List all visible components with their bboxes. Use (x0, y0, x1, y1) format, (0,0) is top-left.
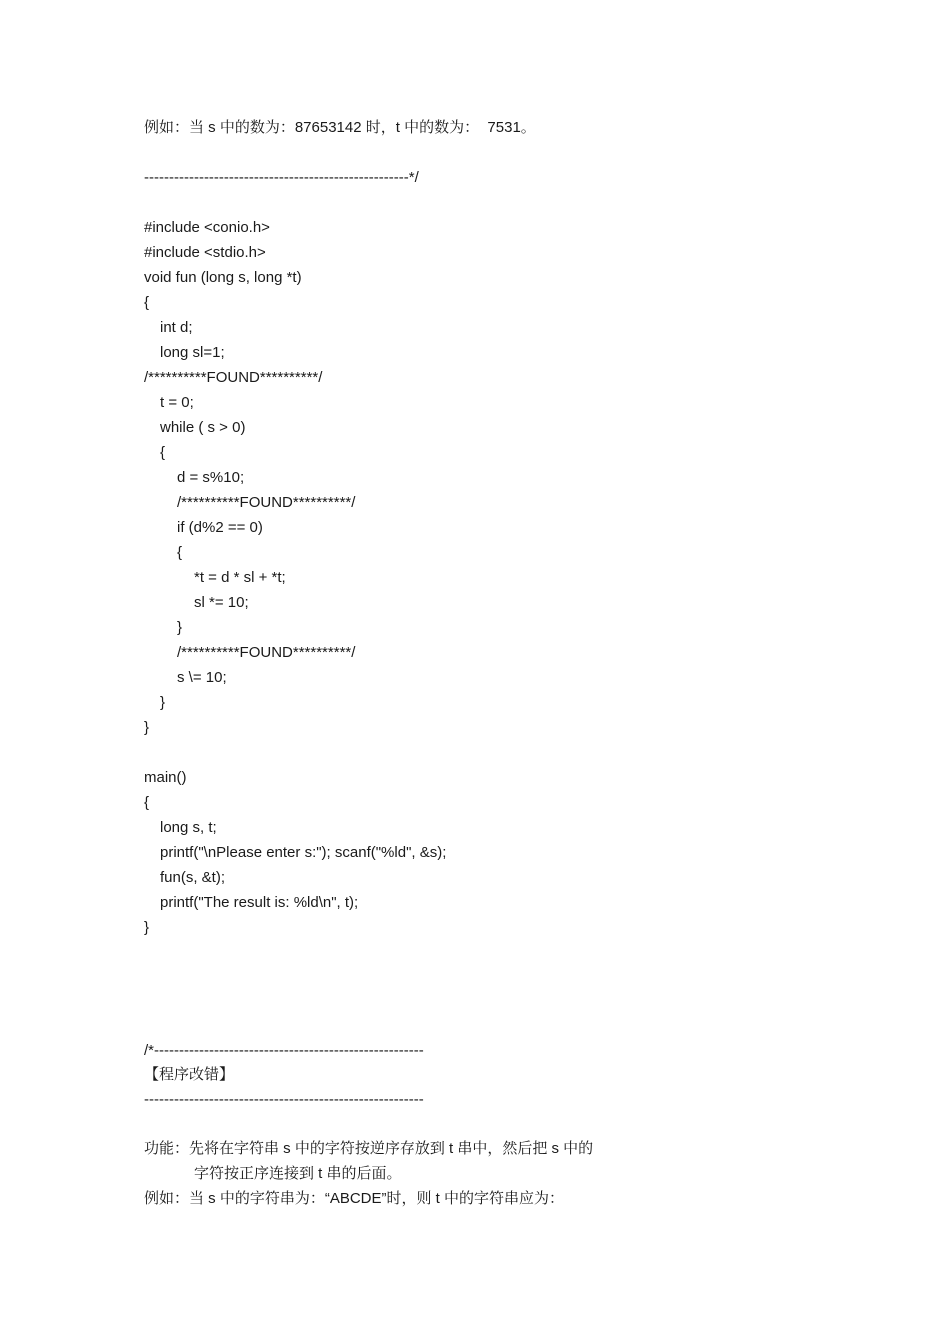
code-line-s-divide: s \= 10; (177, 669, 227, 686)
comment-separator-start: /*------------------------------------------------------ (144, 1042, 424, 1059)
found-marker-3: /**********FOUND**********/ (177, 644, 356, 661)
code-line-while: while ( s > 0) (160, 419, 246, 436)
code-line-t-update: *t = d * sl + *t; (194, 569, 286, 586)
code-line-int-d: int d; (160, 319, 193, 336)
code-line-d-assign: d = s%10; (177, 469, 245, 486)
example-line: 例如：当 s 中的数为：87653142 时，t 中的数为： 7531。 (144, 119, 536, 136)
code-line-if-open: { (177, 544, 183, 561)
code-line-main-close: } (144, 919, 150, 936)
function-description-line1: 功能：先将在字符串 s 中的字符按逆序存放到 t 串中，然后把 s 中的 (144, 1140, 594, 1157)
code-line-while-close: } (160, 694, 166, 711)
comment-separator-end: -----------------------------------------------------*/ (144, 169, 419, 186)
code-line-main: main() (144, 769, 187, 786)
found-marker-2: /**********FOUND**********/ (177, 494, 356, 511)
comment-separator-mid: -------------------------------------------------------- (144, 1091, 424, 1108)
code-line-fun-close: } (144, 719, 150, 736)
code-line-fun-call: fun(s, &t); (160, 869, 226, 886)
code-line-t-init: t = 0; (160, 394, 194, 411)
code-line-include-conio: #include <conio.h> (144, 219, 270, 236)
code-line-while-open: { (160, 444, 166, 461)
code-line-fun-signature: void fun (long s, long *t) (144, 269, 302, 286)
found-marker-1: /**********FOUND**********/ (144, 369, 323, 386)
example-description: 例如：当 s 中的字符串为：“ABCDE”时，则 t 中的字符串应为： (144, 1190, 565, 1207)
code-line-sl-update: sl *= 10; (194, 594, 249, 611)
code-line-if: if (d%2 == 0) (177, 519, 263, 536)
code-line-printf-result: printf("The result is: %ld\n", t); (160, 894, 359, 911)
code-line-if-close: } (177, 619, 183, 636)
code-line-main-decl: long s, t; (160, 819, 217, 836)
code-line-main-open: { (144, 794, 150, 811)
function-description-line2: 字符按正序连接到 t 串的后面。 (194, 1165, 402, 1182)
code-line-long-sl: long sl=1; (160, 344, 225, 361)
code-line-open-brace: { (144, 294, 150, 311)
section-title: 【程序改错】 (144, 1066, 235, 1083)
code-line-printf-scanf: printf("\nPlease enter s:"); scanf("%ld", &s); (160, 844, 447, 861)
code-line-include-stdio: #include <stdio.h> (144, 244, 266, 261)
